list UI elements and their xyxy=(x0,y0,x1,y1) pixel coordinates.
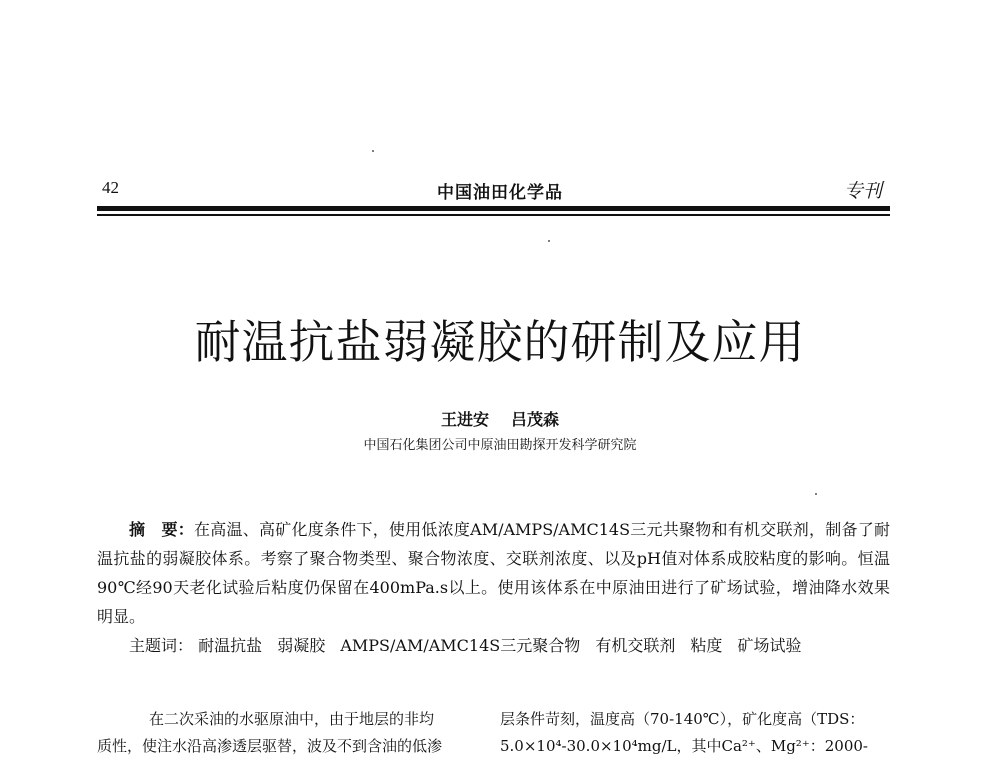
journal-name: 中国油田化学品 xyxy=(437,183,563,203)
body-line: 在二次采油的水驱原油中，由于地层的非均 xyxy=(149,710,435,728)
affiliation: 中国石化集团公司中原油田勘探开发科学研究院 xyxy=(363,438,637,453)
keyword: 弱凝胶 xyxy=(277,636,326,655)
keywords xyxy=(97,633,890,656)
header-rule-thick xyxy=(97,206,890,211)
article-title: 耐温抗盐弱凝胶的研制及应用 xyxy=(194,315,806,369)
body-column-right xyxy=(500,706,880,760)
author-name: 吕茂森 xyxy=(511,410,560,429)
body-line: 5.0×10⁴-30.0×10⁴mg/L，其中Ca²⁺、Mg²⁺：2000- xyxy=(500,737,868,755)
keyword: 有机交联剂 xyxy=(595,636,676,655)
scan-speck xyxy=(548,240,550,242)
body-column-left xyxy=(97,706,477,760)
keyword: 耐温抗盐 xyxy=(198,636,263,655)
header-rule-thin xyxy=(97,214,890,216)
scan-speck xyxy=(372,150,374,152)
author-list xyxy=(0,407,1000,430)
abstract xyxy=(97,515,890,631)
keyword: 矿场试验 xyxy=(737,636,802,655)
author-name: 王进安 xyxy=(440,410,489,429)
abstract-text: 在高温、高矿化度条件下，使用低浓度AM/AMPS/AMC14S三元共聚物和有机交联剂，制备了耐温抗盐的弱凝胶体系。考察了聚合物类型、聚合物浓度、交联剂浓度、以及pH值对体系成胶粘度的影响。恒温90℃经90天老化试验后粘度仍保留在400mPa.s以上。使用该体系在中原油田进行了矿场试验，增油降水效果明显。 xyxy=(97,520,890,626)
scan-speck xyxy=(815,493,817,495)
keyword: 粘度 xyxy=(690,636,723,655)
body-line: 质性，使注水沿高渗透层驱替，波及不到含油的低渗 xyxy=(97,737,443,755)
keyword: AMPS/AM/AMC14S三元聚合物 xyxy=(340,636,581,655)
abstract-label: 摘 要： xyxy=(129,520,194,539)
page-number: 42 xyxy=(102,178,119,197)
keywords-label: 主题词： xyxy=(129,636,194,655)
special-issue-label: 专刊 xyxy=(843,180,882,202)
body-line: 层条件苛刻，温度高（70-140℃），矿化度高（TDS： xyxy=(500,710,865,728)
